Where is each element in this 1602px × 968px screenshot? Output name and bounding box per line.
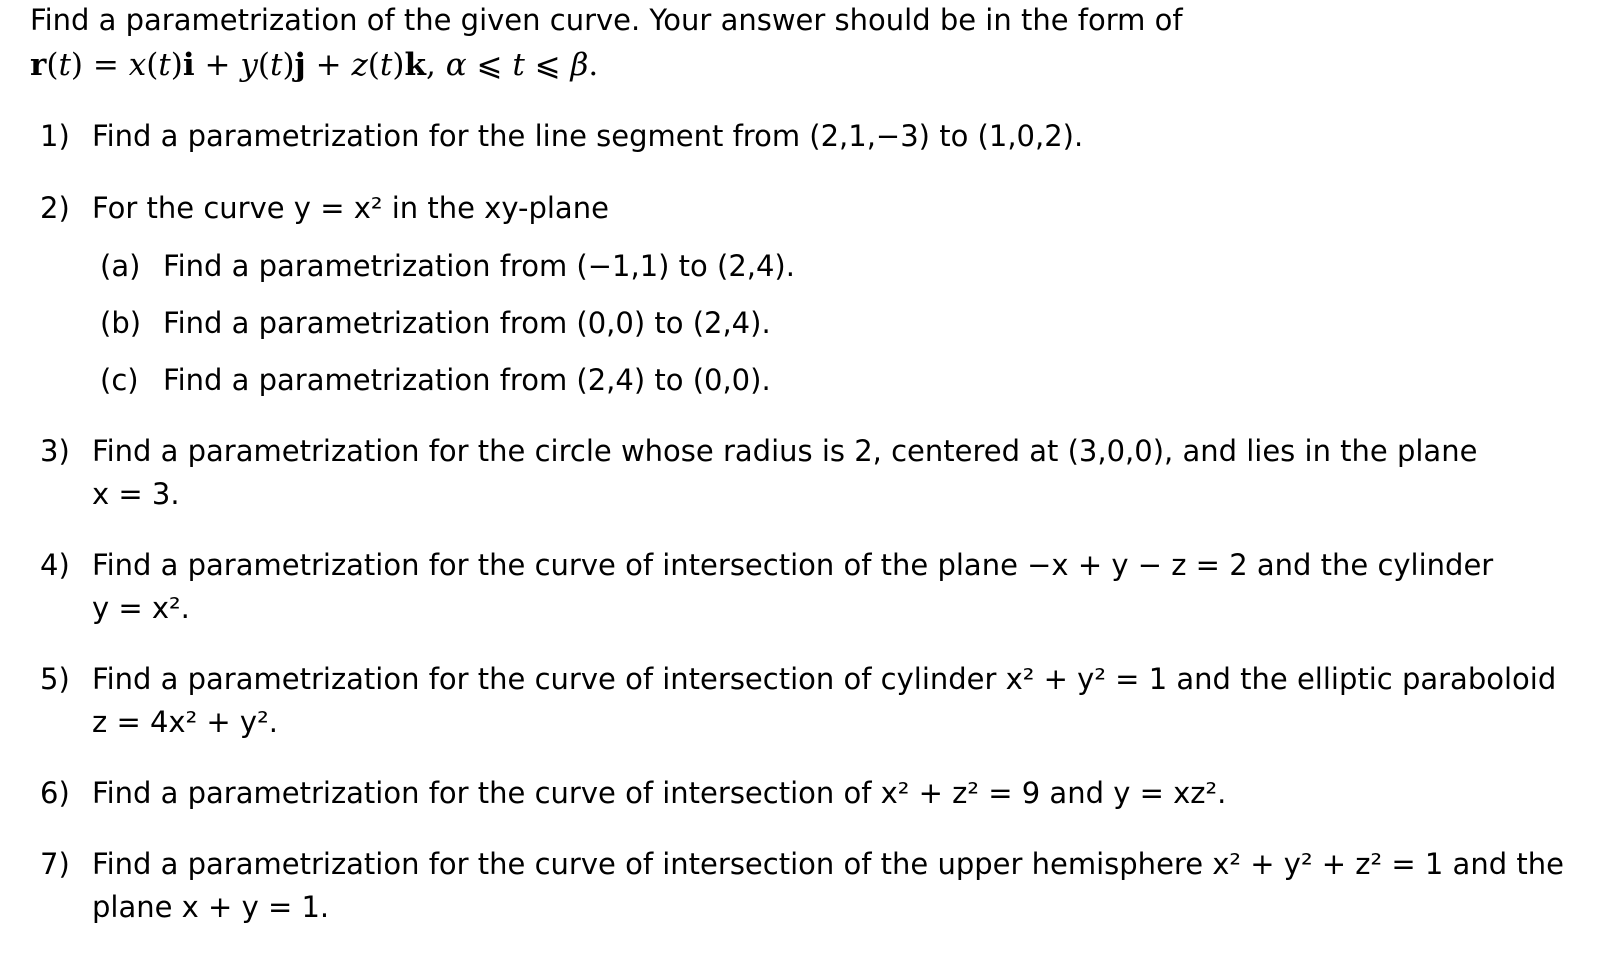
problem-2c-text: Find a parametrization from (2,4) to (0,0). <box>163 363 771 397</box>
problem-7-line-1: Find a parametrization for the curve of intersection of the upper hemisphere x² + y² + z² = 1 and the <box>92 847 1564 881</box>
problem-4-line-2: y = x². <box>92 591 190 625</box>
problem-2c-label: (c) <box>100 363 139 397</box>
problem-3-line-2: x = 3. <box>92 477 180 511</box>
problem-2-number: 2) <box>40 191 70 225</box>
problem-3-number: 3) <box>40 434 70 468</box>
problem-7-number: 7) <box>40 847 70 881</box>
problem-5-line-1: Find a parametrization for the curve of intersection of cylinder x² + y² = 1 and the elliptic paraboloid <box>92 662 1557 696</box>
problem-1-number: 1) <box>40 119 70 153</box>
problem-1-text: Find a parametrization for the line segment from (2,1,−3) to (1,0,2). <box>92 119 1084 153</box>
problem-2b-label: (b) <box>100 306 142 340</box>
problem-6-number: 6) <box>40 776 70 810</box>
problem-5-line-2: z = 4x² + y². <box>92 705 278 739</box>
problem-4-number: 4) <box>40 548 70 582</box>
problem-2a-label: (a) <box>100 249 141 283</box>
problem-6-text: Find a parametrization for the curve of intersection of x² + z² = 9 and y = xz². <box>92 776 1227 810</box>
problem-2b-text: Find a parametrization from (0,0) to (2,4). <box>163 306 771 340</box>
problem-2-text: For the curve y = x² in the xy-plane <box>92 191 609 225</box>
problem-5-number: 5) <box>40 662 70 696</box>
intro-line-1: Find a parametrization of the given curve. Your answer should be in the form of <box>30 3 1183 37</box>
problem-2a-text: Find a parametrization from (−1,1) to (2,4). <box>163 249 795 283</box>
problem-3-line-1: Find a parametrization for the circle whose radius is 2, centered at (3,0,0), and lies in the plane <box>92 434 1478 468</box>
intro-line-2: r(t) = x(t)i + y(t)j + z(t)k, α ⩽ t ⩽ β. <box>30 47 599 83</box>
problem-7-line-2: plane x + y = 1. <box>92 890 330 924</box>
problem-4-line-1: Find a parametrization for the curve of intersection of the plane −x + y − z = 2 and the cylinder <box>92 548 1494 582</box>
